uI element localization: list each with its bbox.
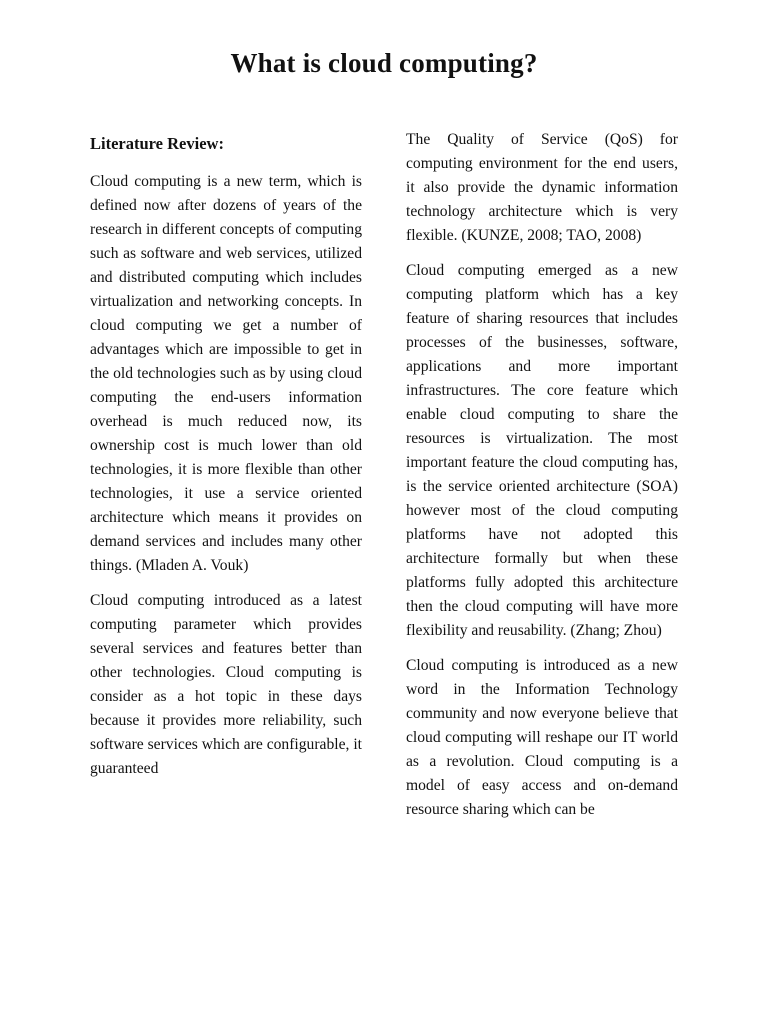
- paragraph: The Quality of Service (QoS) for computing environment for the end users, it also provide the dynamic information technology architecture which is very flexible. (KUNZE, 2008; TAO, 2008): [406, 131, 678, 244]
- section-heading: Literature Review:: [90, 134, 224, 153]
- paragraph: Cloud computing emerged as a new computing platform which has a key feature of sharing resources that includes processes of the businesses, software, applications and more important infrastructures. The core feature which enable cloud computing to share the resources is virtualization. The most important feature the cloud computing has, is the service oriented architecture (SOA) however most of the cloud computing platforms have not adopted this architecture formally but when these platforms fully adopted this architecture then the cloud computing will have more flexibility and reusability. (Zhang; Zhou): [406, 262, 678, 639]
- paragraph: Cloud computing introduced as a latest computing parameter which provides several services and features better than other technologies. Cloud computing is consider as a hot topic in these days because it provides more reliability, such software services which are configurable, it guaranteed: [90, 592, 362, 777]
- left-column: [90, 132, 362, 792]
- page-title: What is cloud computing?: [230, 48, 538, 78]
- paragraph: Cloud computing is a new term, which is defined now after dozens of years of the research in different concepts of computing such as software and web services, utilized and distributed computing which includes virtualization and networking concepts. In cloud computing we get a number of advantages which are impossible to get in the old technologies such as by using cloud computing the end-users information overhead is much reduced now, its ownership cost is much lower than old technologies, it is more flexible than other technologies, it use a service oriented architecture which means it provides on demand services and includes many other things. (Mladen A. Vouk): [90, 173, 362, 574]
- right-column: [406, 128, 678, 833]
- paragraph: Cloud computing is introduced as a new word in the Information Technology community and now everyone believe that cloud computing will reshape our IT world as a revolution. Cloud computing is a model of easy access and on-demand resource sharing which can be: [406, 657, 678, 818]
